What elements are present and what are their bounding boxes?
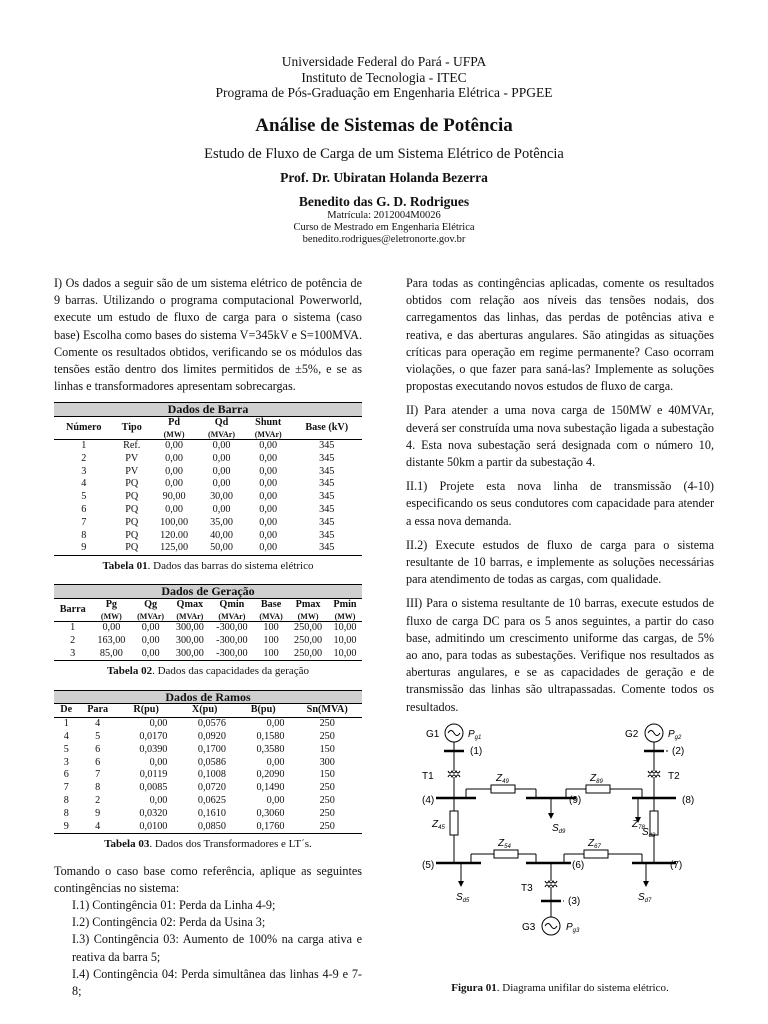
g2-label: G2 (625, 728, 639, 740)
table-cell: 7 (63, 782, 69, 794)
table-cell: 0,00 (165, 478, 183, 490)
table-cell: 9 (95, 807, 101, 819)
col-header: Barra (54, 599, 91, 622)
bus-4-label: (4) (422, 794, 435, 806)
table-title: Dados de Geração (54, 585, 362, 599)
table-title: Dados de Ramos (54, 690, 362, 704)
table-row (54, 517, 362, 530)
table-cell: 345 (319, 504, 335, 515)
col-header: R(pu) (117, 704, 176, 718)
intro-paragraph: I) Os dados a seguir são de um sistema elétrico de potência de 9 barras. Utilizando o programa computacional Powerworld, execute um estudo de fluxo de carga para o sistema (caso base) Escolha como bases do sistema V=345kV e S=100MVA. Comente os resultados obtidos, verificando se os módulos das tensões estão dentro dos limites permitidos de ±5%, e se as linhas e transformadores apresentam sobrecargas. (54, 276, 362, 394)
paragraph: III) Para o sistema resultante de 10 barras, execute estudos de fluxo de carga DC para os 5 anos seguintes, a partir do caso base, admitindo um crescimento uniforme das cargas, de 5% ao ano, para todas as subestações. Verifique nos resultados as aberturas angulares, e se as capacidades de geração e de transmissão das linhas são ultrapassadas. Comente todos os resultados. (406, 596, 714, 714)
z78-label: $Z_{78}$ (632, 818, 645, 831)
list-item: I.2) Contingência 02: Perda da Usina 3; (72, 915, 266, 930)
t1-label: T1 (422, 770, 434, 782)
table-cell: 345 (319, 491, 335, 503)
table-cell: PQ (125, 478, 139, 490)
col-header: Shunt (MVAr) (245, 417, 292, 440)
table-cell: 0,1580 (256, 730, 285, 742)
sd8-label: $S_{d8}$ (642, 826, 656, 839)
table-cell: PQ (125, 491, 139, 503)
table-row (54, 648, 362, 661)
z49-label: $Z_{49}$ (496, 772, 509, 785)
col-header: X(pu) (175, 704, 234, 718)
table-cell: 5 (63, 743, 69, 755)
col-header: Tipo (113, 417, 149, 440)
table-cell: 50,00 (198, 542, 245, 555)
table-cell: 0,3060 (256, 807, 285, 819)
table-cell: 0,00 (212, 440, 231, 452)
table-cell: PQ (125, 529, 139, 541)
table-cell: 0,0085 (139, 782, 168, 794)
table-cell: 1 (63, 718, 69, 730)
table-cell: 250 (319, 718, 335, 730)
table-cell: 9 (54, 542, 113, 555)
bus-5-label: (5) (422, 859, 435, 871)
bus-1-label: (1) (470, 745, 483, 757)
table-cell: 3 (54, 648, 91, 661)
generation-data-table (54, 584, 362, 661)
z89-label: $Z_{89}$ (590, 772, 603, 785)
table-cell: 2 (95, 794, 101, 806)
table-row (54, 757, 362, 770)
table-cell: 10,00 (333, 621, 357, 633)
col-header: B(pu) (234, 704, 293, 718)
table-cell: 345 (319, 516, 335, 528)
table-title: Dados de Barra (54, 403, 362, 417)
col-header: Qg (MVAr) (131, 599, 170, 622)
table-cell: 3 (63, 756, 69, 768)
table-cell: 300,00 (175, 621, 204, 633)
bus-2-label: (2) (672, 745, 685, 757)
table-cell: 10,00 (333, 634, 357, 646)
table-row (54, 744, 362, 757)
table-cell: 4 (95, 718, 101, 730)
document-title: Análise de Sistemas de Potência (255, 114, 513, 136)
table-row (54, 504, 362, 517)
table-cell: 0,00 (165, 440, 183, 452)
diagram-svg (406, 723, 714, 973)
table-cell: 250 (319, 782, 335, 794)
table-cell: PQ (113, 542, 149, 555)
table-caption: Tabela 01. Dados das barras do sistema elétrico (102, 560, 314, 573)
table-cell: 8 (63, 807, 69, 819)
figure-caption: Figura 01. Diagrama unifilar do sistema elétrico. (451, 982, 669, 995)
table-cell: 345 (319, 452, 335, 464)
bus-9-label: (9) (569, 794, 582, 806)
table-cell: 90,00 (162, 491, 186, 503)
table-cell: 8 (81, 529, 87, 541)
col-header: Sn(MVA) (292, 704, 362, 718)
table-cell: 0,00 (266, 756, 285, 768)
table-cell: 0,00 (141, 634, 160, 646)
table-cell: 0,0100 (117, 821, 176, 834)
table-cell: 250 (292, 821, 362, 834)
table-cell: 345 (319, 440, 335, 452)
table-cell: 0,00 (266, 794, 285, 806)
table-row (54, 466, 362, 479)
table-row (54, 635, 362, 648)
pg1-label: $P_{g1}$ (468, 728, 482, 741)
sd5-label: $S_{d5}$ (456, 891, 470, 904)
col-header: De (54, 704, 78, 718)
list-item: I.4) Contingência 04: Perda simultânea das linhas 4-9 e 7-8; (72, 966, 362, 998)
sd7-label: $S_{d7}$ (638, 891, 652, 904)
table-row (54, 478, 362, 491)
table-cell: 0,0390 (139, 743, 168, 755)
table-cell: 0,00 (259, 504, 278, 515)
sd9-label: $S_{d9}$ (552, 822, 566, 835)
table-cell: 0,00 (259, 516, 278, 528)
col-header: Para (78, 704, 116, 718)
table-cell: 85,00 (91, 648, 131, 661)
table-row (54, 453, 362, 466)
table-cell: 4 (63, 730, 69, 742)
col-header: Número (54, 417, 113, 440)
table-cell: 0,0850 (175, 821, 234, 834)
table-cell: 4 (81, 478, 87, 490)
table-cell: 0,0119 (139, 769, 168, 781)
table-row (54, 795, 362, 808)
table-cell: 345 (319, 529, 335, 541)
paragraph: II.1) Projete esta nova linha de transmissão (4-10) especificando os seus condutores com capacidade para atender a essa nova demanda. (406, 479, 714, 528)
pg2-label: $P_{g2}$ (668, 728, 682, 741)
table-cell: 35,00 (210, 516, 233, 528)
transformer-icon (648, 771, 660, 773)
table-cell: 0,00 (212, 504, 231, 515)
table-cell: 10,00 (328, 648, 362, 661)
table-cell: 8 (63, 794, 69, 806)
table-cell: 150 (319, 743, 335, 755)
paragraph: II) Para atender a uma nova carga de 150MW e 40MVAr, deverá ser construída uma nova subestação ligada a subestação 4. Esta nova subestação será designada com o número 10, distante 50km a partir da subestação 4. (406, 403, 714, 470)
col-header: Base (kV) (292, 417, 362, 440)
col-header: Pd (MW) (150, 417, 198, 440)
col-header: Qmax (MVAr) (170, 599, 210, 622)
table-cell: 0,2090 (256, 769, 285, 781)
table-row (54, 731, 362, 744)
table-cell: 150 (319, 769, 335, 781)
ac-wave-icon (448, 730, 460, 735)
table-cell: PV (125, 465, 139, 477)
table-cell: 300 (319, 756, 335, 768)
table-row (54, 718, 362, 731)
table-cell: 0,1610 (197, 807, 226, 819)
table-cell: 163,00 (97, 634, 126, 646)
table-cell: 0,1008 (197, 769, 226, 781)
table-cell: 250,00 (288, 648, 328, 661)
table-cell: 1 (70, 621, 76, 633)
t2-label: T2 (668, 770, 680, 782)
table-row (54, 530, 362, 543)
table-cell: 345 (319, 478, 335, 490)
table-cell: Ref. (123, 440, 141, 452)
table-cell: 6 (95, 743, 101, 755)
table-cell: 0,3580 (256, 743, 285, 755)
table-cell: 0,00 (141, 621, 160, 633)
table-cell: 30,00 (210, 491, 233, 503)
col-header: Qd (MVAr) (198, 417, 245, 440)
col-header: Pmin (MW) (328, 599, 362, 622)
table-cell: 2 (81, 452, 87, 464)
bus-7-label: (7) (670, 859, 683, 871)
table-cell: 300,00 (170, 648, 210, 661)
table-cell: 5 (81, 491, 87, 503)
program-line: Programa de Pós-Graduação em Engenharia Elétrica - PPGEE (215, 85, 553, 100)
table-cell: 5 (95, 730, 101, 742)
table-cell: PQ (125, 504, 139, 515)
table-cell: 250,00 (294, 634, 323, 646)
left-column (54, 275, 362, 1000)
table-row (54, 769, 362, 782)
table-cell: 0,0720 (197, 782, 226, 794)
table-cell: 250 (319, 730, 335, 742)
table-cell: 1 (81, 440, 87, 452)
table-cell: 250 (319, 794, 335, 806)
table-cell: 2 (70, 634, 76, 646)
table-cell: 0,00 (245, 542, 292, 555)
document-header (0, 54, 768, 246)
list-item: I.1) Contingência 01: Perda da Linha 4-9; (72, 897, 276, 912)
table-row (54, 782, 362, 795)
table-row (54, 440, 362, 453)
contingency-intro: Tomando o caso base como referência, aplique as seguintes contingências no sistema: (54, 863, 362, 895)
table-cell: 0,0320 (139, 807, 168, 819)
right-column (406, 275, 714, 997)
table-cell: 0,00 (165, 465, 183, 477)
pg3-label: $P_{g3}$ (566, 921, 580, 934)
table-cell: 0,00 (259, 491, 278, 503)
g3-label: G3 (522, 921, 536, 933)
table-row (54, 621, 362, 634)
bus-6-label: (6) (572, 859, 585, 871)
transformer-icon (545, 881, 557, 883)
table-cell: 0,00 (212, 465, 231, 477)
email: benedito.rodrigues@eletronorte.gov.br (302, 233, 466, 245)
g1-label: G1 (426, 728, 440, 740)
course: Curso de Mestrado em Engenharia Elétrica (293, 221, 475, 233)
institute-line: Instituto de Tecnologia - ITEC (301, 69, 467, 85)
table-cell: 9 (54, 821, 78, 834)
table-row (54, 808, 362, 821)
table-cell: 0,0625 (197, 794, 226, 806)
table-cell: 0,1700 (197, 743, 226, 755)
table-cell: 0,0586 (197, 756, 226, 768)
table-row (54, 491, 362, 504)
table-cell: 100,00 (160, 516, 189, 528)
table-cell: 0,00 (212, 478, 231, 490)
table-cell: -300,00 (216, 621, 248, 633)
author-name: Benedito das G. D. Rodrigues (298, 193, 470, 209)
col-header: Pg (MW) (91, 599, 131, 622)
table-cell: 100 (254, 648, 288, 661)
table-cell: 6 (95, 756, 101, 768)
table-cell: 8 (95, 782, 101, 794)
paragraph: Para todas as contingências aplicadas, comente os resultados obtidos com relação aos níveis das tensões nodais, dos carregamentos das linhas, das perdas de potências ativa e reativa, e das aberturas angulares. São atingidas as situações críticas para operação em regime permanente? Caso ocorram violações, o que fazer para saná-las? Implemente as soluções propostas executando novos estudos de fluxo de carga. (406, 276, 714, 394)
table-cell: 7 (95, 769, 101, 781)
bus-data-table (54, 402, 362, 556)
branch-data-table (54, 690, 362, 835)
table-cell: 0,00 (131, 648, 170, 661)
table-cell: 120.00 (160, 529, 189, 541)
table-cell: 0,00 (266, 718, 285, 730)
table-cell: 0,00 (165, 452, 183, 464)
table-cell: 125,00 (150, 542, 198, 555)
table-cell: 0,00 (149, 756, 168, 768)
z54-label: $Z_{54}$ (498, 837, 511, 850)
contingency-list (54, 897, 362, 1000)
table-cell: 0,0170 (139, 730, 168, 742)
table-cell: 0,1490 (256, 782, 285, 794)
table-cell: 0,00 (212, 452, 231, 464)
table-cell: -300,00 (216, 634, 248, 646)
z67-label: $Z_{67}$ (588, 837, 601, 850)
list-item: I.3) Contingência 03: Aumento de 100% na carga ativa e reativa da barra 5; (72, 932, 362, 964)
table-cell: 0,00 (165, 504, 183, 515)
table-cell: 0,0920 (197, 730, 226, 742)
col-header: Pmax (MW) (288, 599, 328, 622)
document-subtitle: Estudo de Fluxo de Carga de um Sistema Elétrico de Potência (204, 145, 564, 162)
z45-label: $Z_{45}$ (432, 818, 445, 831)
single-line-diagram (406, 723, 714, 997)
table-cell: 0,00 (149, 794, 168, 806)
table-row (54, 542, 362, 555)
table-cell: 0,00 (149, 718, 168, 730)
table-cell: 0,00 (259, 529, 278, 541)
table-cell: 0,0576 (197, 718, 226, 730)
transformer-icon (448, 771, 460, 773)
col-header: Qmin (MVAr) (210, 599, 254, 622)
table-cell: 100 (263, 634, 279, 646)
table-caption: Tabela 03. Dados dos Transformadores e LT´s. (104, 838, 312, 851)
bus-8-label: (8) (682, 794, 695, 806)
university-line: Universidade Federal do Pará - UFPA (281, 54, 487, 69)
table-cell: 0,00 (259, 465, 278, 477)
table-cell: 300,00 (175, 634, 204, 646)
col-header: Base (MVA) (254, 599, 288, 622)
table-cell: 0,1760 (234, 821, 293, 834)
table-cell: 7 (81, 516, 87, 528)
bus-3-label: (3) (568, 895, 581, 907)
matricula: Matrícula: 2012004M0026 (327, 209, 441, 221)
table-cell: 40,00 (210, 529, 233, 541)
table-cell: 345 (292, 542, 362, 555)
table-cell: -300,00 (210, 648, 254, 661)
table-cell: 3 (81, 465, 87, 477)
paragraph: II.2) Execute estudos de fluxo de carga para o sistema resultante de 10 barras, e implemente as soluções necessárias para atendimento de todas as cargas, com qualidade. (406, 537, 714, 587)
table-cell: 250 (319, 807, 335, 819)
table-cell: PQ (125, 516, 139, 528)
t3-label: T3 (521, 882, 533, 894)
table-row (54, 821, 362, 834)
table-caption: Tabela 02. Dados das capacidades da geração (106, 665, 310, 678)
table-cell: 100 (263, 621, 279, 633)
table-cell: 6 (81, 504, 87, 515)
professor-name: Prof. Dr. Ubiratan Holanda Bezerra (280, 169, 488, 185)
table-cell: PV (125, 452, 139, 464)
table-cell: 4 (78, 821, 116, 834)
table-cell: 0,00 (259, 440, 278, 452)
table-cell: 250,00 (294, 621, 323, 633)
table-cell: 0,00 (259, 478, 278, 490)
table-cell: 6 (63, 769, 69, 781)
table-cell: 345 (319, 465, 335, 477)
table-cell: 0,00 (102, 621, 121, 633)
table-cell: 0,00 (259, 452, 278, 464)
